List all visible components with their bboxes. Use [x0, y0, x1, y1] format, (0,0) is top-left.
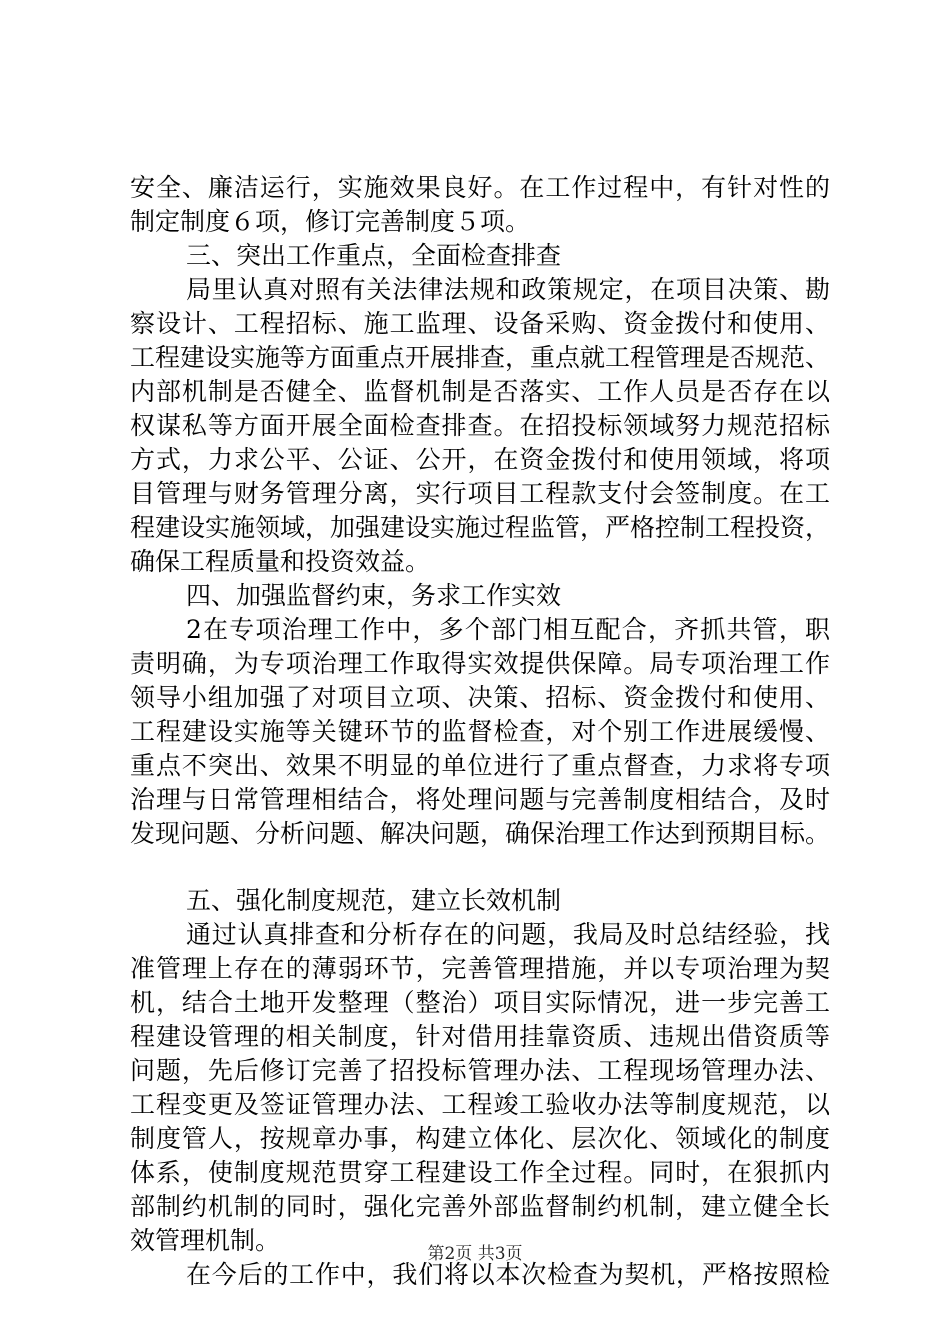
text-line: 发现问题、分析问题、解决问题，确保治理工作达到预期目标。: [130, 819, 831, 848]
text-line: 机，结合土地开发整理（整治）项目实际情况，进一步完善工: [130, 988, 830, 1017]
text-line: 安全、廉洁运行，实施效果良好。在工作过程中，有针对性的: [130, 173, 830, 202]
text-line: 效管理机制。: [130, 1226, 281, 1255]
text-line: 制度管人，按规章办事，构建立体化、层次化、领域化的制度: [130, 1124, 830, 1153]
section-heading: 五、强化制度规范，建立长效机制: [186, 886, 562, 915]
text-line: 内部机制是否健全、监督机制是否落实、工作人员是否存在以: [130, 377, 830, 406]
text-line: 权谋私等方面开展全面检查排查。在招投标领域努力规范招标: [130, 411, 830, 440]
text-line: 部制约机制的同时，强化完善外部监督制约机制，建立健全长: [130, 1192, 830, 1221]
text-line: 领导小组加强了对项目立项、决策、招标、资金拨付和使用、: [130, 683, 830, 712]
text-line: 确保工程质量和投资效益。: [130, 547, 431, 576]
text-line: 方式，力求公平、公证、公开，在资金拨付和使用领域，将项: [130, 445, 830, 474]
text-line: 工程建设实施等方面重点开展排查，重点就工程管理是否规范、: [130, 343, 831, 372]
text-line: 局里认真对照有关法律法规和政策规定，在项目决策、勘: [186, 275, 830, 304]
section-heading: 四、加强监督约束，务求工作实效: [186, 581, 562, 610]
page-footer: 第2页 共3页: [427, 1244, 523, 1264]
text-line: 责明确，为专项治理工作取得实效提供保障。局专项治理工作: [130, 649, 830, 678]
text-line: 目管理与财务管理分离，实行项目工程款支付会签制度。在工: [130, 479, 830, 508]
text-line: 2在专项治理工作中，多个部门相互配合，齐抓共管，职: [186, 615, 830, 644]
text-line: 体系，使制度规范贯穿工程建设工作全过程。同时，在狠抓内: [130, 1158, 830, 1187]
text-line: 准管理上存在的薄弱环节，完善管理措施，并以专项治理为契: [130, 954, 830, 983]
text-line: 治理与日常管理相结合，将处理问题与完善制度相结合，及时: [130, 785, 830, 814]
text-line: 程建设管理的相关制度，针对借用挂靠资质、违规出借资质等: [130, 1022, 830, 1051]
text-line: 重点不突出、效果不明显的单位进行了重点督查，力求将专项: [130, 751, 830, 780]
text-line: 察设计、工程招标、施工监理、设备采购、资金拨付和使用、: [130, 309, 830, 338]
text-line: 工程变更及签证管理办法、工程竣工验收办法等制度规范，以: [130, 1090, 830, 1119]
text-line: 在今后的工作中，我们将以本次检查为契机，严格按照检: [186, 1260, 830, 1289]
text-line: 程建设实施领域，加强建设实施过程监管，严格控制工程投资，: [130, 513, 831, 542]
text-line: 制定制度６项，修订完善制度５项。: [130, 207, 531, 236]
text-line: 问题，先后修订完善了招投标管理办法、工程现场管理办法、: [130, 1056, 830, 1085]
text-line: 工程建设实施等关键环节的监督检查，对个别工作进展缓慢、: [130, 717, 830, 746]
text-line: 通过认真排查和分析存在的问题，我局及时总结经验，找: [186, 920, 830, 949]
section-heading: 三、突出工作重点，全面检查排查: [186, 241, 562, 270]
